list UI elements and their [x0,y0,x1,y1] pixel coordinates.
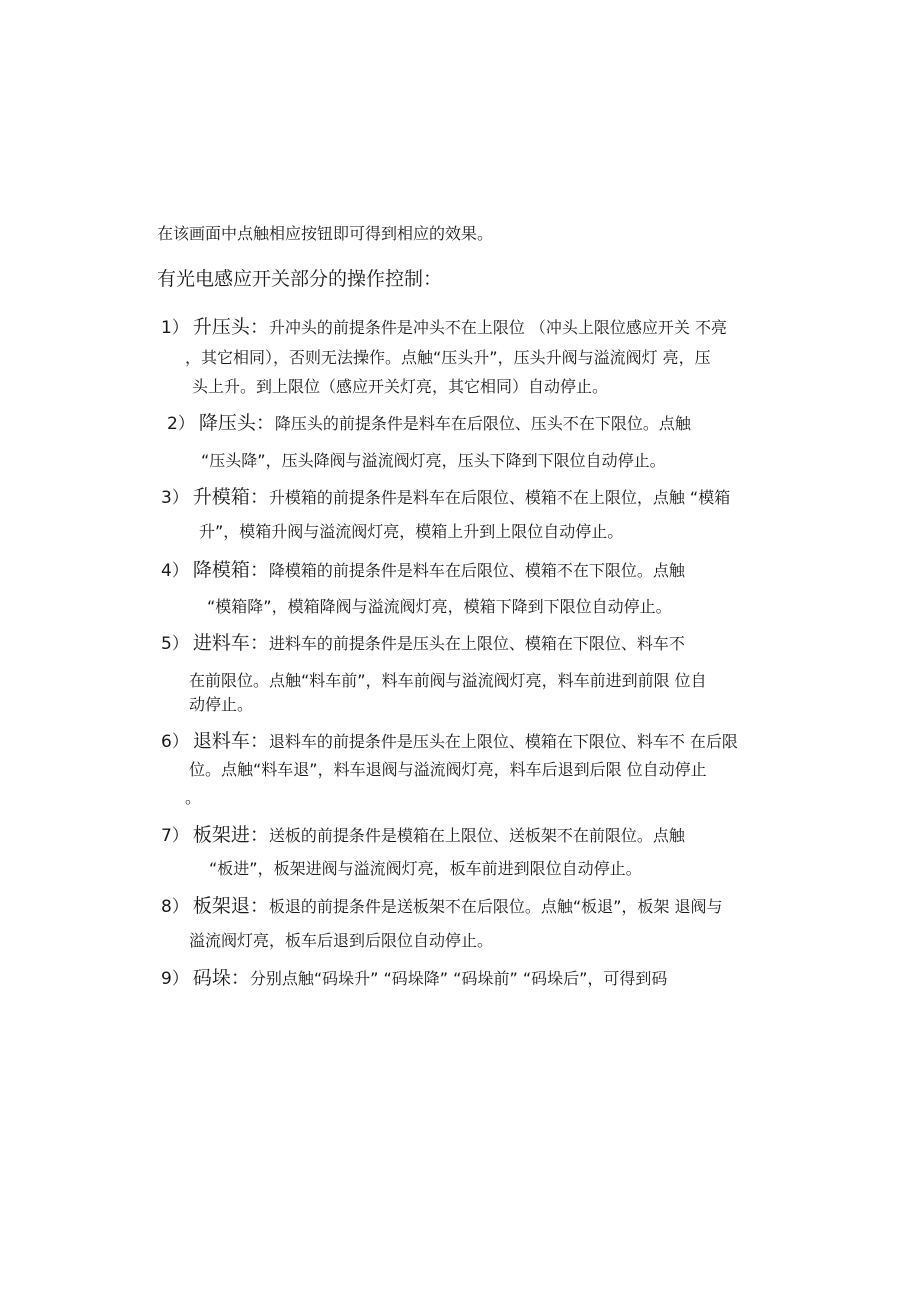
item-text: 升模箱的前提条件是料车在后限位、模箱不在上限位，点触 “模箱 [268,488,731,507]
section-heading: 有光电感应开关部分的操作控制： [157,268,443,290]
item-title: 码垛： [192,967,250,989]
item-text: 降压头的前提条件是料车在后限位、压头不在下限位。点触 [274,414,691,433]
item-number: 9） [161,969,189,989]
list-item-6-first-line [161,731,738,752]
list-item-6-line-2: 位。点触“料车退”，料车退阀与溢流阀灯亮，料车后退到后限 位自动停止 [189,760,707,779]
list-item-1-first-line [161,317,727,338]
list-item-3-first-line [161,487,730,508]
item-title: 退料车： [192,730,269,752]
list-item-5-line-2: 在前限位。点触“料车前”，料车前阀与溢流阀灯亮，料车前进到前限 位自 [189,671,707,690]
item-text: 降模箱的前提条件是料车在后限位、模箱不在下限位。点触 [268,561,685,580]
intro-text: 在该画面中点触相应按钮即可得到相应的效果。 [157,224,494,243]
item-number: 3） [161,488,189,508]
list-item-2-line-2: “压头降”，压头降阀与溢流阀灯亮，压头下降到下限位自动停止。 [201,451,666,470]
item-title: 降压头： [198,412,275,434]
list-item-2-first-line [167,413,691,434]
list-item-9-first-line [161,968,667,989]
item-text: 升冲头的前提条件是冲头不在上限位 （冲头上限位感应开关 不亮 [268,318,728,337]
item-text: 退料车的前提条件是压头在上限位、模箱在下限位、料车不 在后限 [268,732,738,751]
list-item-4-line-2: “模箱降”，模箱降阀与溢流阀灯亮，模箱下降到下限位自动停止。 [207,597,672,616]
item-title: 板架退： [192,895,269,917]
item-title: 降模箱： [192,559,269,581]
list-item-6-line-3: 。 [185,788,202,807]
list-item-8-line-2: 溢流阀灯亮，板车后退到后限位自动停止。 [189,931,494,950]
item-title: 升压头： [192,316,269,338]
item-number: 5） [161,634,189,654]
list-item-4-first-line [161,560,685,581]
item-number: 2） [167,414,195,434]
item-number: 6） [161,732,189,752]
item-text: 分别点触“码垛升” “码垛降” “码垛前” “码垛后”，可得到码 [249,969,668,988]
list-item-1-line-3: 头上升。到上限位（感应开关灯亮，其它相同）自动停止。 [192,377,609,396]
item-title: 升模箱： [192,486,269,508]
item-text: 进料车的前提条件是压头在上限位、模箱在下限位、料车不 [268,634,685,653]
item-number: 1） [161,318,189,338]
list-item-8-first-line [161,896,723,917]
item-number: 4） [161,561,189,581]
item-title: 进料车： [192,632,269,654]
list-item-5-line-3: 动停止。 [189,695,254,714]
item-text: 送板的前提条件是模箱在上限位、送板架不在前限位。点触 [268,826,685,845]
item-number: 7） [161,826,189,846]
list-item-7-line-2: “板进”，板架进阀与溢流阀灯亮，板车前进到限位自动停止。 [209,859,642,878]
list-item-1-line-2: ，其它相同），否则无法操作。点触“压头升”，压头升阀与溢流阀灯 亮，压 [185,348,711,367]
list-item-3-line-2: 升”，模箱升阀与溢流阀灯亮，模箱上升到上限位自动停止。 [199,522,624,541]
list-item-5-first-line [161,633,685,654]
item-text: 板退的前提条件是送板架不在后限位。点触“板退”，板架 退阀与 [268,897,723,916]
list-item-7-first-line [161,825,685,846]
item-title: 板架进： [192,824,269,846]
item-number: 8） [161,897,189,917]
